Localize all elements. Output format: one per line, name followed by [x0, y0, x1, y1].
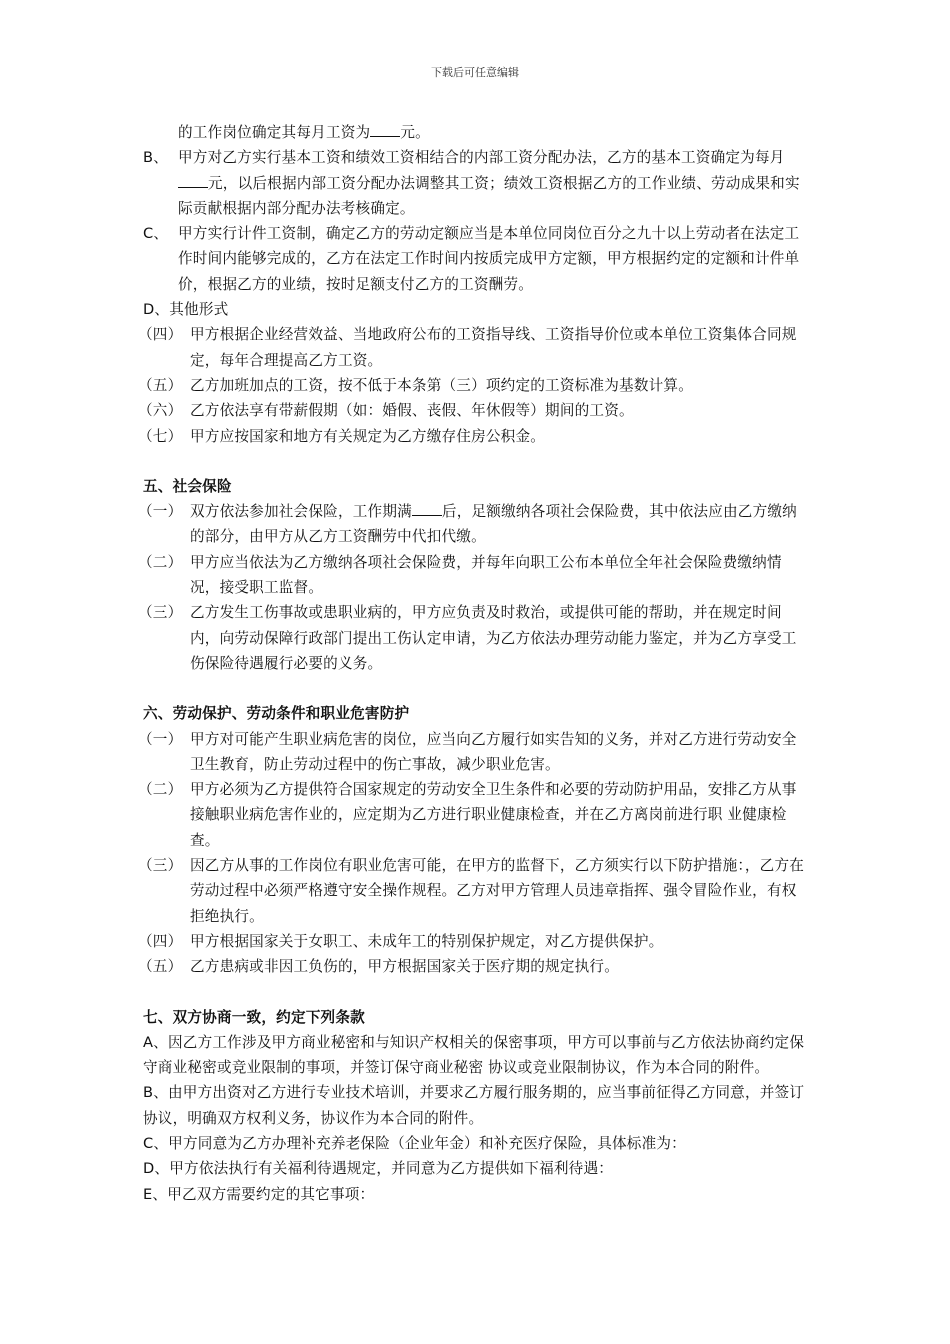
section-heading-labor-protection: 六、劳动保护、劳动条件和职业危害防护: [143, 705, 410, 723]
clause-text: 甲方应当依法为乙方缴纳各项社会保险费，并每年向职工公布本单位全年社会保险费缴纳情况，接受职工监督。: [190, 553, 782, 597]
clause-label: （四）: [138, 326, 183, 344]
clause-4-4: [138, 322, 811, 373]
term-b: B、由甲方出资对乙方进行专业技术培训，并要求乙方履行服务期的，应当事前征得乙方同意，并签订协议，明确双方权利义务，协议作为本合同的附件。: [143, 1084, 805, 1127]
item-label: C、: [143, 225, 169, 243]
contract-document: [138, 120, 811, 1207]
clause-5-1: [138, 499, 811, 550]
item-text: 其他形式: [169, 301, 229, 319]
blank-field: [412, 501, 442, 516]
clause-text: 乙方患病或非因工负伤的，甲方根据国家关于医疗期的规定执行。: [190, 958, 620, 976]
clause-5-3: [138, 600, 811, 676]
wage-line-continuation: 的工作岗位确定其每月工资为 元。: [178, 124, 430, 141]
clause-6-1: [138, 727, 811, 778]
clause-label: （六）: [138, 402, 183, 420]
clause-label: （五）: [138, 376, 183, 394]
clause-5-2: [138, 550, 811, 601]
clause-6-4: [138, 929, 811, 954]
term-a: A、因乙方工作涉及甲方商业秘密和与知识产权相关的保密事项，甲方可以事前与乙方依法协商约定保守商业秘密或竞业限制的事项，并签订保守商业秘密 协议或竞业限制协议，作为本合同的附件。: [143, 1033, 805, 1077]
clause-label: （五）: [138, 958, 183, 976]
clause-4-7: [138, 424, 811, 449]
clause-text: 乙方依法享有带薪假期（如：婚假、丧假、年休假等）期间的工资。: [190, 402, 634, 420]
item-label: D、: [143, 301, 170, 319]
clause-text: 甲方根据企业经营效益、当地政府公布的工资指导线、工资指导价位或本单位工资集体合同规定，每年合理提高乙方工资。: [190, 326, 797, 369]
clause-text: 甲方应按国家和地方有关规定为乙方缴存住房公积金。: [190, 427, 546, 445]
blank-field: [370, 122, 400, 137]
clause-label: （四）: [138, 932, 183, 950]
clause-label: （七）: [138, 427, 183, 445]
clause-4-5: [138, 373, 811, 398]
clause-text: 甲方根据国家关于女职工、未成年工的特别保护规定，对乙方提供保护。: [190, 932, 664, 950]
clause-text: 乙方加班加点的工资，按不低于本条第（三）项约定的工资标准为基数计算。: [190, 376, 693, 394]
item-label: B、: [143, 149, 169, 167]
section-heading-agreed-terms: 七、双方协商一致，约定下列条款: [143, 1008, 365, 1026]
page-header: 下载后可任意编辑: [431, 66, 519, 79]
clause-6-2: [138, 777, 811, 853]
clause-text: 甲方必须为乙方提供符合国家规定的劳动安全卫生条件和必要的劳动防护用品，安排乙方从事接触职业病危害作业的，应定期为乙方进行职业健康检查，并在乙方离岗前进行职 业健康检查。: [190, 781, 797, 849]
clause-label: （一）: [138, 503, 183, 521]
term-c: C、甲方同意为乙方办理补充养老保险（企业年金）和补充医疗保险，具体标准为：: [143, 1134, 686, 1152]
item-text: 甲方实行计件工资制，确定乙方的劳动定额应当是本单位同岗位百分之九十以上劳动者在法定工作时间内能够完成的，乙方在法定工作时间内按质完成甲方定额，甲方根据约定的定额和计件单价，根据乙方的业绩，按时足额支付乙方的工资酬劳。: [178, 225, 800, 293]
clause-text: 双方依法参加社会保险，工作期满 后，足额缴纳各项社会保险费，其中依法应由乙方缴纳的部分，由甲方从乙方工资酬劳中代扣代缴。: [190, 503, 797, 546]
item-text: 甲方对乙方实行基本工资和绩效工资相结合的内部工资分配办法，乙方的基本工资确定为每月元，以后根据内部工资分配办法调整其工资；绩效工资根据乙方的工作业绩、劳动成果和实际贡献根据内部分配办法考核确定。: [178, 149, 800, 217]
clause-label: （一）: [138, 730, 183, 748]
clause-label: （二）: [138, 781, 183, 799]
clause-6-5: [138, 954, 811, 979]
wage-option-b: [143, 145, 811, 221]
clause-text: 因乙方从事的工作岗位有职业危害可能，在甲方的监督下，乙方须实行以下防护措施：，乙方在劳动过程中必须严格遵守安全操作规程。乙方对甲方管理人员违章指挥、强令冒险作业，有权拒绝执行。: [190, 857, 805, 925]
blank-field: [178, 173, 208, 188]
wage-option-d: [143, 297, 811, 322]
clause-4-6: [138, 398, 811, 423]
wage-option-c: [143, 221, 811, 297]
clause-label: （三）: [138, 857, 183, 875]
clause-label: （二）: [138, 553, 183, 571]
section-heading-social-insurance: 五、社会保险: [143, 477, 232, 495]
clause-text: 甲方对可能产生职业病危害的岗位，应当向乙方履行如实告知的义务，并对乙方进行劳动安全卫生教育，防止劳动过程中的伤亡事故，减少职业危害。: [190, 730, 797, 773]
clause-6-3: [138, 853, 811, 929]
clause-label: （三）: [138, 604, 183, 622]
term-e: E、甲乙双方需要约定的其它事项：: [143, 1185, 375, 1203]
term-d: D、甲方依法执行有关福利待遇规定，并同意为乙方提供如下福利待遇：: [143, 1160, 614, 1178]
clause-text: 乙方发生工伤事故或患职业病的，甲方应负责及时救治，或提供可能的帮助，并在规定时间内，向劳动保障行政部门提出工伤认定申请，为乙方依法办理劳动能力鉴定，并为乙方享受工伤保险待遇履行必要的义务。: [190, 604, 797, 672]
